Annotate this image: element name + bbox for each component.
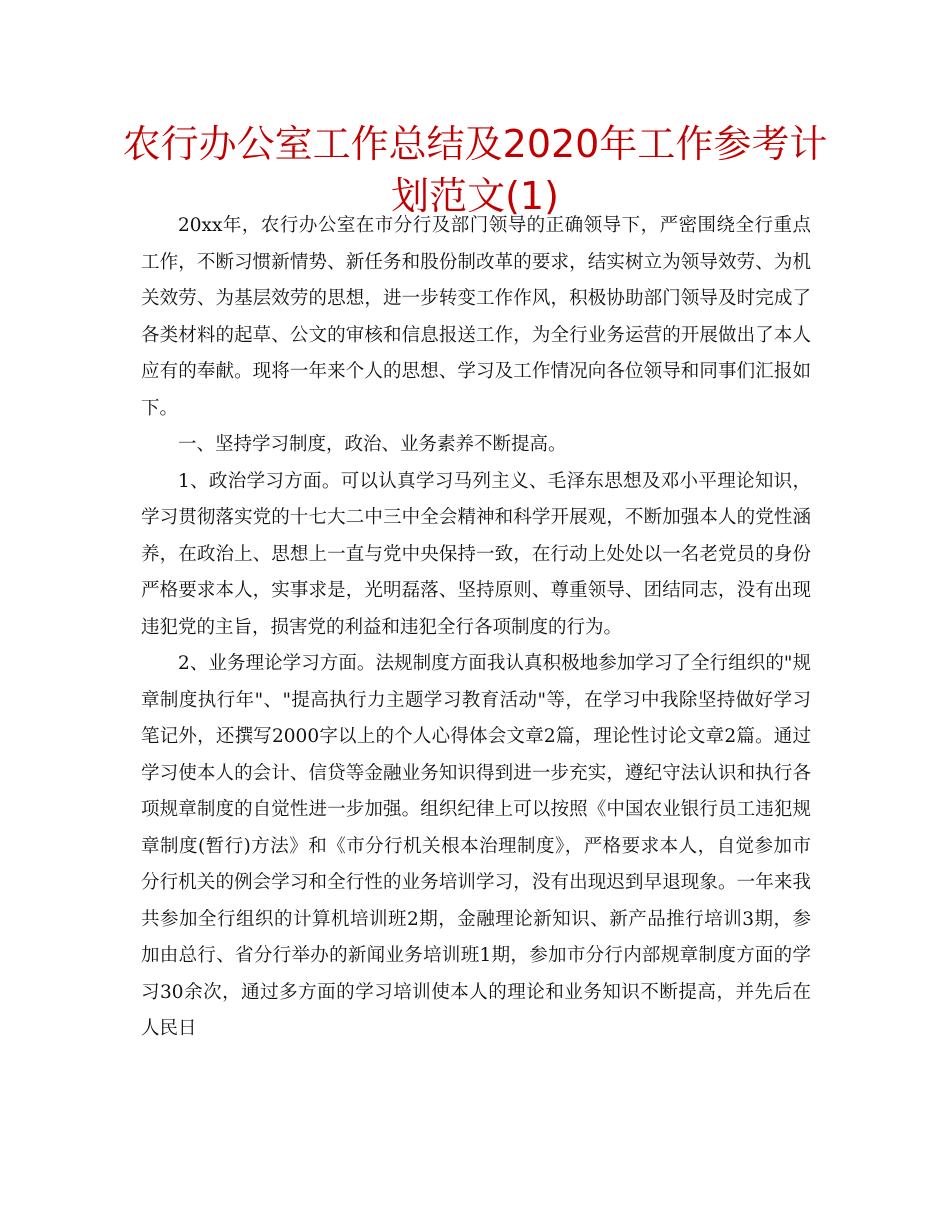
paragraph-business-study: 2、业务理论学习方面。法规制度方面我认真积极地参加学习了全行组织的"规章制度执行年"、"提高执行力主题学习教育活动"等，在学习中我除坚持做好学习笔记外，还撰写2000字以上的个人心得体会文章2篇，理论性讨论文章2篇。通过学习使本人的会计、信贷等金融业务知识得到进一步充实，遵纪守法认识和执行各项规章制度的自觉性进一步加强。组织纪律上可以按照《中国农业银行员工违犯规章制度(暂行)方法》和《市分行机关根本治理制度》，严格要求本人，自觉参加市分行机关的例会学习和全行性的业务培训学习，没有出现迟到早退现象。一年来我共参加全行组织的计算机培训班2期，金融理论新知识、新产品推行培训3期，参加由总行、省分行举办的新闻业务培训班1期，参加市分行内部规章制度方面的学习30余次，通过多方面的学习培训使本人的理论和业务知识不断提高，并先后在人民日 xyxy=(141,653,811,1039)
paragraph-political-study: 1、政治学习方面。可以认真学习马列主义、毛泽东思想及邓小平理论知识，学习贯彻落实党的十七大二中三中全会精神和科学开展观，不断加强本人的党性涵养，在政治上、思想上一直与党中央保持一致，在行动上处处以一名老党员的身份严格要求本人，实事求是，光明磊落、坚持原则、尊重领导、团结同志，没有出现违犯党的主旨，损害党的利益和违犯全行各项制度的行为。 xyxy=(141,470,811,638)
document-title: 农行办公室工作总结及2020年工作参考计划范文(1) xyxy=(122,122,828,218)
paragraph-intro: 20xx年，农行办公室在市分行及部门领导的正确领导下，严密围绕全行重点工作，不断习惯新情势、新任务和股份制改革的要求，结实树立为领导效劳、为机关效劳、为基层效劳的思想，进一步转变工作作风，积极协助部门领导及时完成了各类材料的起草、公文的审核和信息报送工作，为全行业务运营的开展做出了本人应有的奉献。现将一年来个人的思想、学习及工作情况向各位领导和同事们汇报如下。 xyxy=(141,215,811,419)
document-body xyxy=(141,208,811,1048)
paragraph-section-heading-1: 一、坚持学习制度，政治、业务素养不断提高。 xyxy=(178,434,567,455)
